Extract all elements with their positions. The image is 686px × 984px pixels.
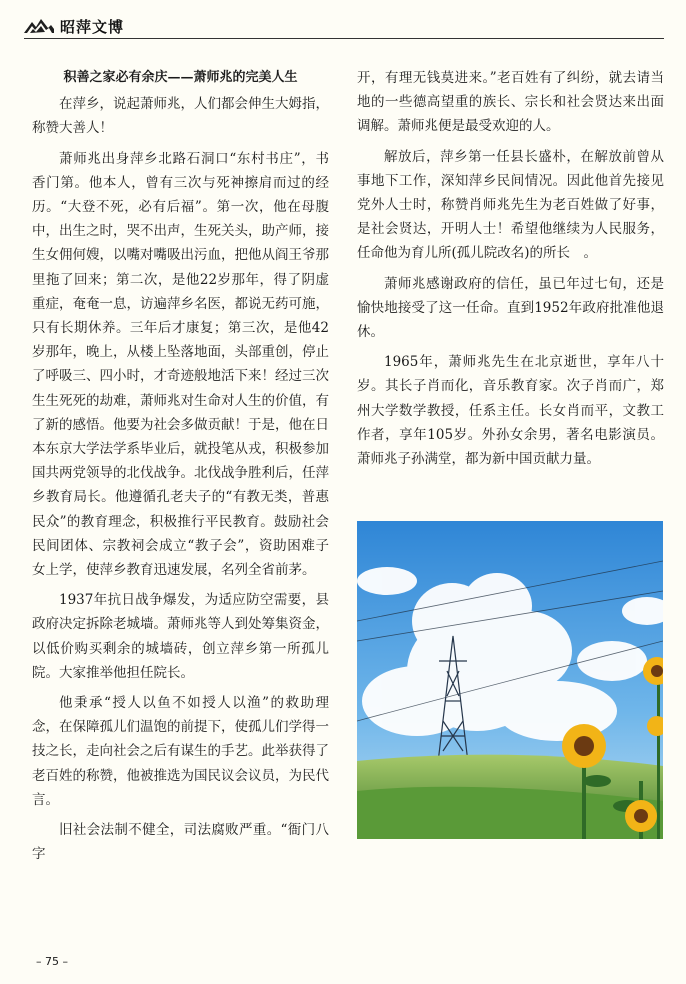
article-title: 积善之家必有余庆——萧师兆的完美人生 — [63, 70, 298, 85]
page-header — [24, 10, 664, 40]
mountain-logo-icon — [24, 16, 54, 36]
paragraph-continuation: 开，有理无钱莫进来。”老百姓有了纠纷，就去请当地的一些德高望重的族长、宗长和社会贤达来出面调解。萧师兆便是最受欢迎的人。 — [357, 70, 664, 135]
publication-title: 昭萍文博 — [60, 18, 125, 36]
right-column — [357, 66, 664, 477]
paragraph: 解放后，萍乡第一任县长盛朴，在解放前曾从事地下工作，深知萍乡民间情况。因此他首先接见党外人士时，称赞肖师兆先生为老百姓做了好事，是社会贤达，开明人士！希望他继续为人民服务，任命他为育儿所(孤儿院改名)的所长 。 — [357, 148, 664, 262]
page-number: – 75 – — [36, 955, 68, 968]
paragraph: 萧师兆感谢政府的信任，虽已年过七旬，还是愉快地接受了这一任命。直到1952年政府批准他退休。 — [357, 275, 664, 341]
illustration-sunflowers-pylon — [357, 521, 663, 839]
paragraph: 旧社会法制不健全，司法腐败严重。“衙门八字 — [32, 822, 329, 863]
left-column — [32, 66, 329, 873]
header-rule — [24, 38, 664, 39]
paragraph: 萧师兆出身萍乡北路石洞口“东村书庄”，书香门第。他本人，曾有三次与死神擦肩而过的经历。“大登不死，必有后福”。第一次，他在母腹中，出生之时，哭不出声，生死关头，助产师，接生女佣何嫂，以嘴对嘴吸出污血，把他从阎王爷那里拖了回来；第二次，是他22岁那年，得了阴虚重症，奄奄一息，访遍萍乡名医，都说无药可施，只有长期休养。三年后才康复；第三次，是他42岁那年，晚上，从楼上坠落地面，头部重创，停止了呼吸三、四小时，才奇迹般地活下来！经过三次生生死死的劫难，萧师兆对生命对人生的价值，有了新的感悟。他要为社会多做贡献！于是，他在日本东京大学法学系毕业后，就投笔从戎，积极参加国共两党领导的北伐战争。北伐战争胜利后，任萍乡教育局长。他遵循孔老夫子的“有教无类，普惠民众”的教育理念，积极推行平民教育。鼓励社会民间团体、宗教祠会成立“教子会”，资助困难子女上学，使萍乡教育迅速发展，名列全省前茅。 — [32, 150, 329, 579]
paragraph: 1937年抗日战争爆发，为适应防空需要，县政府决定拆除老城墙。萧师兆等人到处筹集资金，以低价购买剩余的城墙砖，创立萍乡第一所孤儿院。大家推举他担任院长。 — [32, 592, 329, 681]
paragraph: 1965年，萧师兆先生在北京逝世，享年八十岁。其长子肖而化，音乐教育家。次子肖而广，郑州大学数学教授，任系主任。长女肖而平，文教工作者，享年105岁。外孙女余男，著名电影演员。萧师兆子孙满堂，都为新中国贡献力量。 — [357, 354, 664, 468]
paragraph: 在萍乡，说起萧师兆，人们都会伸生大姆指，称赞大善人！ — [32, 96, 329, 137]
paragraph: 他秉承“授人以鱼不如授人以渔”的救助理念，在保障孤儿们温饱的前提下，使孤儿们学得一技之长，走向社会之后有谋生的手艺。此举获得了老百姓的称赞，他被推选为国民议会议员，为民代言。 — [32, 695, 329, 808]
